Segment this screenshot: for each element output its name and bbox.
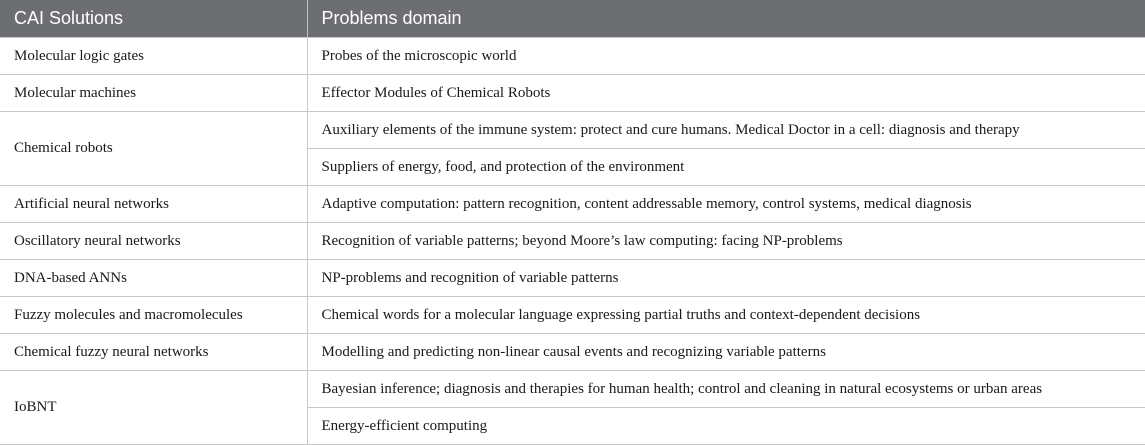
domain-cell: Energy-efficient computing [307, 408, 1145, 445]
table-row [0, 297, 1145, 334]
domain-cell: Probes of the microscopic world [307, 38, 1145, 75]
solution-cell: Fuzzy molecules and macromolecules [0, 297, 307, 334]
table-header [0, 0, 1145, 38]
solution-cell: Molecular machines [0, 75, 307, 112]
domain-cell: Suppliers of energy, food, and protection of the environment [307, 149, 1145, 186]
solution-cell: Molecular logic gates [0, 38, 307, 75]
table-row [0, 371, 1145, 408]
table-row [0, 38, 1145, 75]
domain-cell: Modelling and predicting non-linear causal events and recognizing variable patterns [307, 334, 1145, 371]
domain-cell: Adaptive computation: pattern recognition, content addressable memory, control systems, medical diagnosis [307, 186, 1145, 223]
domain-cell: Chemical words for a molecular language expressing partial truths and context-dependent decisions [307, 297, 1145, 334]
solution-cell: Chemical fuzzy neural networks [0, 334, 307, 371]
solution-cell: Artificial neural networks [0, 186, 307, 223]
domain-cell: Bayesian inference; diagnosis and therapies for human health; control and cleaning in natural ecosystems or urban areas [307, 371, 1145, 408]
table-row [0, 260, 1145, 297]
solution-cell: DNA-based ANNs [0, 260, 307, 297]
table-row [0, 186, 1145, 223]
table-row [0, 223, 1145, 260]
table-row [0, 75, 1145, 112]
header-row [0, 0, 1145, 38]
table-row [0, 112, 1145, 149]
header-problems-domain: Problems domain [307, 0, 1145, 38]
domain-cell: Effector Modules of Chemical Robots [307, 75, 1145, 112]
solution-cell: IoBNT [0, 371, 307, 445]
table-body [0, 38, 1145, 445]
domain-cell: Recognition of variable patterns; beyond Moore’s law computing: facing NP-problems [307, 223, 1145, 260]
solution-cell: Oscillatory neural networks [0, 223, 307, 260]
solution-cell: Chemical robots [0, 112, 307, 186]
table-row [0, 334, 1145, 371]
domain-cell: NP-problems and recognition of variable patterns [307, 260, 1145, 297]
header-cai-solutions: CAI Solutions [0, 0, 307, 38]
domain-cell: Auxiliary elements of the immune system: protect and cure humans. Medical Doctor in a cell: diagnosis and therapy [307, 112, 1145, 149]
